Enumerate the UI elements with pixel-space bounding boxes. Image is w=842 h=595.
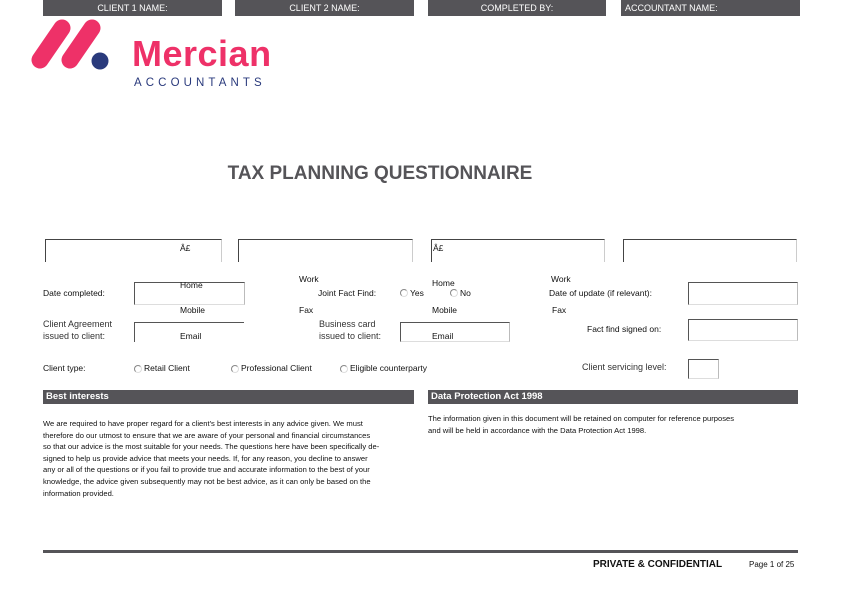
retail-client-label: Retail Client — [144, 363, 190, 373]
page-number: Page 1 of 25 — [749, 560, 795, 569]
text-line: any or all of the questions or if you fail to provide true and accurate information to the best of your — [43, 465, 370, 475]
confidential-label: PRIVATE & CONFIDENTIAL — [593, 559, 723, 570]
client-servicing-level-input[interactable] — [688, 359, 719, 379]
client2-name-input[interactable] — [238, 239, 413, 262]
completed-by-input[interactable] — [431, 239, 605, 262]
eligible-counterparty-radio[interactable] — [340, 365, 348, 373]
brand-tagline: ACCOUNTANTS — [134, 77, 266, 89]
text-line: signed to help us provide advice that meets your needs. If, for any reason, you decline to answer — [43, 453, 368, 463]
text-line: knowledge, the advice given subsequently may not be best advice, as it can only be based on the — [43, 476, 371, 486]
best-interests-header: Best interests — [43, 390, 414, 404]
fact-find-signed-input[interactable] — [688, 319, 798, 341]
professional-client-label: Professional Client — [241, 363, 312, 373]
client2-name-header: CLIENT 2 NAME: — [235, 0, 414, 16]
date-completed-label: Date completed: — [43, 288, 105, 298]
mercian-logo-icon — [28, 18, 114, 74]
client-servicing-level-label: Client servicing level: — [582, 362, 667, 372]
data-protection-text — [428, 413, 734, 436]
date-of-update-input[interactable] — [688, 282, 798, 305]
work-label-2: Work — [551, 274, 571, 284]
business-card-line2: issued to client: — [319, 331, 382, 341]
best-interests-text — [43, 418, 379, 499]
joint-fact-find-label: Joint Fact Find: — [318, 288, 377, 298]
client1-name-input[interactable] — [45, 239, 222, 262]
text-line: The information given in this document will be retained on computer for reference purposes — [428, 414, 735, 423]
completed-by-value: Â£ — [433, 243, 444, 253]
no-label: No — [460, 288, 471, 298]
mobile-label-2: Mobile — [432, 305, 458, 315]
text-line: therefore do our utmost to ensure that we are aware of your personal and financial circumstances — [43, 430, 371, 440]
business-card-line1: Business card — [319, 319, 376, 329]
fax-label-1: Fax — [299, 305, 314, 315]
retail-client-radio[interactable] — [134, 365, 142, 373]
business-card-label — [319, 318, 381, 342]
eligible-counterparty-label: Eligible counterparty — [350, 363, 428, 373]
email-label-2: Email — [432, 331, 454, 341]
client-agreement-line2: issued to client: — [43, 331, 106, 341]
fax-label-2: Fax — [552, 305, 567, 315]
text-line: so that our advice is the most suitable for your needs. The questions here have been specifically de- — [43, 442, 380, 452]
text-line: information provided. — [43, 488, 114, 498]
home-label-2: Home — [432, 278, 455, 288]
mobile-label-1: Mobile — [180, 305, 206, 315]
email-label-1: Email — [180, 331, 202, 341]
professional-client-radio[interactable] — [231, 365, 239, 373]
text-line: We are required to have proper regard for a client's best interests in any advice given. We must — [43, 419, 363, 428]
client-type-label: Client type: — [43, 363, 86, 373]
client1-name-value: Â£ — [180, 243, 191, 253]
completed-by-header: COMPLETED BY: — [428, 0, 606, 16]
joint-no-radio[interactable] — [450, 289, 458, 297]
client-agreement-line1: Client Agreement — [43, 319, 113, 329]
footer-rule — [43, 550, 798, 553]
brand-name: Mercian — [132, 33, 272, 74]
fact-find-signed-label: Fact find signed on: — [587, 324, 662, 334]
joint-yes-radio[interactable] — [400, 289, 408, 297]
home-label-1: Home — [180, 280, 203, 290]
client1-name-header: CLIENT 1 NAME: — [43, 0, 222, 16]
date-of-update-label: Date of update (if relevant): — [549, 288, 653, 298]
yes-label: Yes — [410, 288, 424, 298]
work-label-1: Work — [299, 274, 319, 284]
business-card-input[interactable] — [400, 322, 510, 342]
text-line: and will be held in accordance with the Data Protection Act 1998. — [428, 425, 647, 435]
client-agreement-label — [43, 318, 112, 342]
accountant-name-input[interactable] — [623, 239, 797, 262]
page-title: TAX PLANNING QUESTIONNAIRE — [227, 163, 533, 184]
data-protection-header: Data Protection Act 1998 — [428, 390, 798, 404]
accountant-name-header: ACCOUNTANT NAME: — [621, 0, 800, 16]
